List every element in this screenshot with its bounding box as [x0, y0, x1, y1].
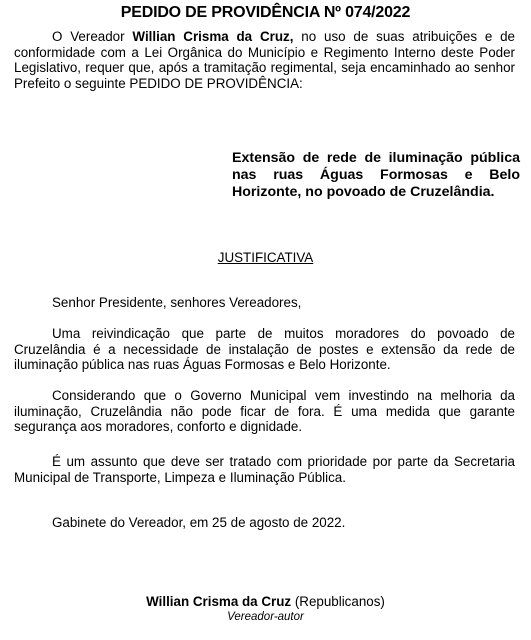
closing-line: Gabinete do Vereador, em 25 de agosto de 2022. [52, 515, 346, 530]
document-title: PEDIDO DE PROVIDÊNCIA Nº 074/2022 [120, 4, 411, 21]
justificativa-heading: JUSTIFICATIVA [217, 250, 314, 265]
signature-block [0, 594, 531, 610]
intro-text: no uso de suas atribuições e de conformidade com a Lei Orgânica do Município e Regimento Interno deste Poder Legislativo, requer que, após a tramitação regimental, seja encaminhado ao senhor Prefeito o seguinte PEDIDO DE PROVIDÊNCIA: [14, 29, 516, 91]
intro-author-name: Willian Crisma da Cruz, [132, 29, 294, 44]
justification-paragraph-1: Uma reivindicação que parte de muitos moradores do povoado de Cruzelândia é a necessidade de instalação de postes e extensão da rede de iluminação pública nas ruas Águas Formosas e Belo Horizonte. [14, 326, 515, 372]
ementa-text: Extensão de rede de iluminação pública nas ruas Águas Formosas e Belo Horizonte, no povoado de Cruzelândia. [232, 150, 520, 200]
intro-prefix: O Vereador [52, 29, 133, 44]
justification-paragraph-3: É um assunto que deve ser tratado com prioridade por parte da Secretaria Municipal de Transporte, Limpeza e Iluminação Pública. [14, 454, 515, 485]
justification-paragraph-2: Considerando que o Governo Municipal vem investindo na melhoria da iluminação, Cruzelândia não pode ficar de fora. É uma medida que garante segurança aos moradores, conforto e dignidade. [14, 388, 515, 434]
intro-paragraph [14, 29, 515, 91]
signature-name: Willian Crisma da Cruz [146, 594, 292, 609]
greeting-line: Senhor Presidente, senhores Vereadores, [52, 295, 302, 310]
signature-party: (Republicanos) [291, 594, 385, 609]
signature-role: Vereador-autor [227, 611, 304, 623]
